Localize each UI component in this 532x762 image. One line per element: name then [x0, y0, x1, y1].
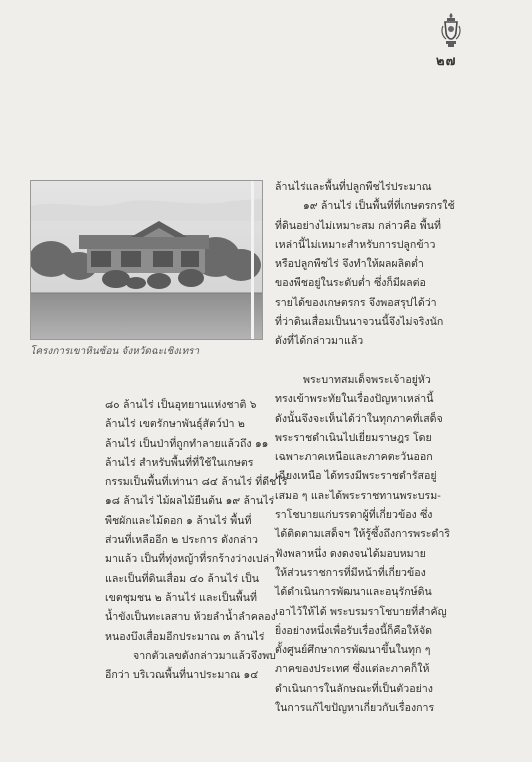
text-line: ล้านไร่ เป็นป่าที่ถูกทำลายแล้วถึง ๑๑ [105, 437, 269, 450]
text-line: ที่ดินอย่างไม่เหมาะสม กล่าวคือ พื้นที่ [275, 219, 441, 232]
blank-line [275, 352, 507, 371]
text-line: อีกว่า บริเวณพื้นที่นาประมาณ ๑๔ [105, 669, 259, 682]
text-line: และเป็นที่ดินเสื่อม ๔๐ ล้านไร่ เป็น [105, 572, 260, 585]
text-line: ทรงเข้าพระทัยในเรื่องปัญหาเหล่านี้ [275, 393, 434, 406]
text-line: ที่ว่าดินเสื่อมเป็นนาจวนนี้จึงไม่จริงนัก [275, 316, 444, 329]
text-line: ให้ส่วนราชการที่มีหน้าที่เกี่ยวข้อง [275, 566, 426, 579]
text-line: ดังที่ได้กล่าวมาแล้ว [275, 335, 364, 348]
text-line: ตั้งศูนย์ศึกษาการพัฒนาขึ้นในทุก ๆ [275, 644, 431, 657]
text-line: ล้านไร่ สำหรับพื้นที่ที่ใช้ในเกษตร [105, 456, 254, 469]
left-text-column [105, 396, 288, 685]
right-text-column [275, 178, 507, 718]
text-line: ในการแก้ไขปัญหาเกี่ยวกับเรื่องการ [275, 702, 435, 715]
text-line: พระราชดำเนินไปเยี่ยมราษฎร โดย [275, 431, 432, 444]
text-line: จากตัวเลขดังกล่าวมาแล้วจึงพบ [133, 649, 276, 662]
text-line: มาแล้ว เป็นที่ทุ่งหญ้าที่รกร้างว่างเปล่า [105, 553, 276, 566]
text-line: เขตชุมชน ๒ ล้านไร่ และเป็นพื้นที่ [105, 591, 257, 604]
text-line: เฉียงเหนือ ได้ทรงมีพระราชดำรัสอยู่ [275, 470, 437, 483]
page-number: ๒๗ [436, 54, 457, 69]
text-line: เฉพาะภาคเหนือและภาคตะวันออก [275, 451, 433, 464]
text-line: ภาคของประเทศ ซึ่งแต่ละภาคก็ให้ [275, 663, 430, 676]
text-line: ล้านไร่ เขตรักษาพันธุ์สัตว์ป่า ๒ [105, 418, 245, 431]
text-line: น้ำขังเป็นทะเลสาบ ห้วยลำน้ำลำคลอง [105, 611, 276, 624]
text-line: ได้ดำเนินการพัฒนาและอนุรักษ์ดิน [275, 586, 432, 599]
text-line: เหล่านี้ไม่เหมาะสำหรับการปลูกข้าว [275, 238, 436, 251]
text-line: ล้านไร่และพื้นที่ปลูกพืชไร่ประมาณ [275, 181, 432, 193]
text-line: ๑๘ ล้านไร่ ไม้ผลไม้ยืนต้น ๑๙ ล้านไร่ [105, 495, 275, 508]
text-line: ๑๙ ล้านไร่ เป็นพื้นที่ที่เกษตรกรใช้ [303, 200, 455, 213]
building-photo [31, 181, 262, 339]
text-line: รายได้ของเกษตรกร จึงพอสรุปได้ว่า [275, 296, 437, 309]
text-line: เอาไว้ให้ได้ พระบรมราโชบายที่สำคัญ [275, 605, 447, 618]
photo-research-center [30, 180, 263, 340]
text-line: ยิ่งอย่างหนึ่งเพื่อรับเรื่องนี้ก็คือให้จัด [275, 624, 433, 637]
text-line: พระบาทสมเด็จพระเจ้าอยู่หัว [303, 373, 431, 386]
text-line: ราโชบายแก่บรรดาผู้ที่เกี่ยวข้อง ซึ่ง [275, 509, 433, 522]
text-line: กรรมเป็นพื้นที่เท่านา ๘๔ ล้านไร่ ที่ดีชไร่ [105, 476, 288, 489]
text-line: ได้ติดตามเสด็จฯ ให้รู้ซึ้งถึงการพระดำริ [275, 528, 450, 541]
photo-caption: โครงการเขาหินซ้อน จังหวัดฉะเชิงเทรา [30, 346, 200, 357]
text-line: ส่วนที่เหลืออีก ๒ ประการ ดังกล่าว [105, 534, 258, 547]
text-line: ๘๐ ล้านไร่ เป็นอุทยานแห่งชาติ ๖ [105, 399, 257, 411]
text-line: หนองบึงเสื่อมอีกประมาณ ๓ ล้านไร่ [105, 630, 265, 643]
text-line: หรือปลูกพืชไร่ จึงทำให้ผลผลิตต่ำ [275, 258, 424, 271]
text-line: ดำเนินการในลักษณะที่เป็นตัวอย่าง [275, 682, 433, 695]
text-line: เสมอ ๆ และได้พระราชทานพระบรม- [275, 489, 441, 502]
royal-emblem-icon [440, 12, 462, 48]
text-line: ดังนั้นจึงจะเห็นได้ว่าในทุกภาคที่เสด็จ [275, 412, 443, 425]
text-line: พืชผักและไม้ดอก ๑ ล้านไร่ พื้นที่ [105, 514, 252, 527]
text-line: ฟังพลาหนึ่ง ดงดงจนได้มอบหมาย [275, 547, 426, 560]
text-line: ของพืชอยู่ในระดับต่ำ ซึ่งก็มีผลต่อ [275, 277, 426, 290]
